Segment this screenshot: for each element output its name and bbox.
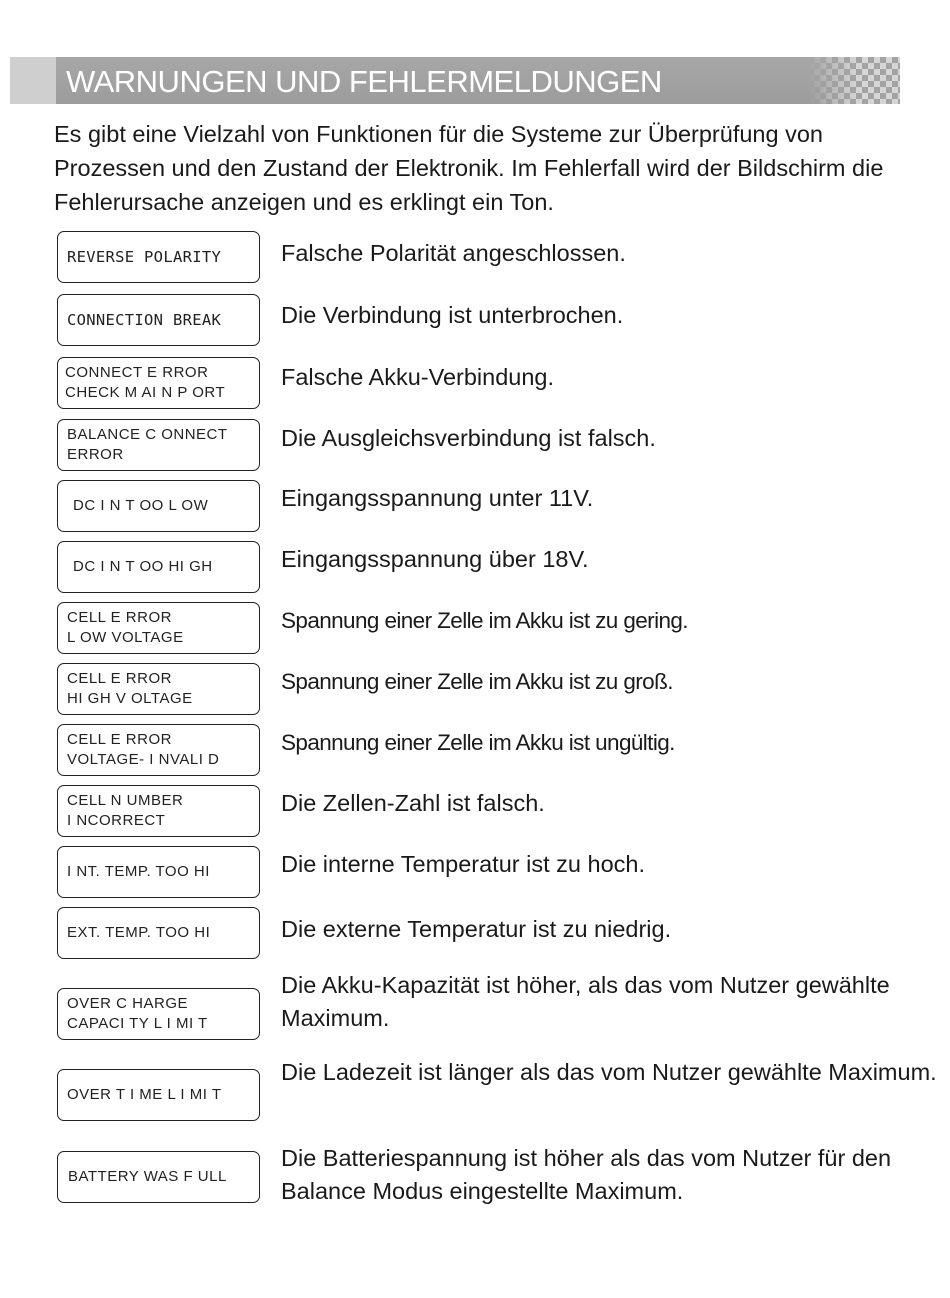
lcd-display (57, 663, 260, 715)
message-description: Die interne Temperatur ist zu hoch. (281, 851, 645, 877)
header-checker-pattern (808, 57, 900, 104)
lcd-display (57, 907, 260, 959)
section-title: WARNUNGEN UND FEHLERMELDUNGEN (66, 64, 662, 99)
message-description: Die Ladezeit ist länger als das vom Nutzer gewählte Maximum. (281, 1059, 937, 1085)
lcd-line: CONNECT E RROR (65, 364, 209, 381)
message-description: Die Zellen-Zahl ist falsch. (281, 790, 545, 816)
message-description: Spannung einer Zelle im Akku ist zu gering. (281, 608, 688, 633)
lcd-display (57, 602, 260, 654)
message-description: Die externe Temperatur ist zu niedrig. (281, 916, 672, 942)
lcd-line: OVER T I ME L I MI T (67, 1086, 222, 1103)
message-description: Die Ausgleichsverbindung ist falsch. (281, 425, 656, 451)
lcd-line: CELL N UMBER (67, 792, 184, 809)
lcd-line: I NT. TEMP. TOO HI (67, 863, 210, 880)
lcd-display (57, 846, 260, 898)
message-description: Eingangsspannung über 18V. (281, 546, 589, 572)
intro-paragraph: Es gibt eine Vielzahl von Funktionen für die Systeme zur Überprüfung von Prozessen und den Zustand der Elektronik. Im Fehlerfall wird der Bildschirm die Fehlerursache anzeigen und es erklingt ein Ton. (54, 121, 884, 215)
lcd-line: HI GH V OLTAGE (67, 690, 193, 707)
lcd-display (57, 724, 260, 776)
lcd-line: CONNECTION BREAK (67, 311, 222, 329)
lcd-display (57, 294, 260, 346)
lcd-line: EXT. TEMP. TOO HI (67, 924, 211, 941)
lcd-display (57, 988, 260, 1040)
lcd-display (57, 480, 260, 532)
header-accent-tab (10, 57, 56, 104)
lcd-line: BATTERY WAS F ULL (68, 1168, 227, 1185)
lcd-line: CHECK M AI N P ORT (65, 384, 226, 401)
lcd-line: DC I N T OO HI GH (73, 558, 213, 575)
lcd-display (57, 1151, 260, 1203)
message-description: Die Batteriespannung ist höher als das vom Nutzer für den Balance Modus eingestellte Maximum. (281, 1145, 892, 1204)
lcd-line: BALANCE C ONNECT (67, 426, 228, 443)
lcd-line: I NCORRECT (67, 812, 166, 829)
message-description: Die Verbindung ist unterbrochen. (281, 302, 624, 328)
lcd-line: OVER C HARGE (67, 995, 189, 1012)
lcd-display (57, 541, 260, 593)
lcd-display (57, 419, 260, 471)
lcd-line: CAPACI TY L I MI T (67, 1015, 208, 1032)
lcd-line: REVERSE POLARITY (67, 248, 222, 266)
lcd-line: ERROR (67, 446, 124, 463)
lcd-line: CELL E RROR (67, 731, 172, 748)
lcd-display (57, 357, 260, 409)
lcd-display (57, 231, 260, 283)
lcd-line: VOLTAGE- I NVALI D (67, 751, 220, 768)
lcd-line: DC I N T OO L OW (73, 497, 209, 514)
lcd-display (57, 785, 260, 837)
lcd-line: L OW VOLTAGE (67, 629, 184, 646)
lcd-line: CELL E RROR (67, 609, 172, 626)
message-description: Falsche Akku-Verbindung. (281, 364, 555, 390)
message-description: Falsche Polarität angeschlossen. (281, 240, 626, 266)
message-description: Spannung einer Zelle im Akku ist zu groß. (281, 669, 673, 694)
message-description: Eingangsspannung unter 11V. (281, 485, 594, 511)
lcd-display (57, 1069, 260, 1121)
message-description: Die Akku-Kapazität ist höher, als das vom Nutzer gewählte Maximum. (281, 972, 890, 1031)
message-description: Spannung einer Zelle im Akku ist ungültig. (281, 730, 675, 755)
lcd-line: CELL E RROR (67, 670, 172, 687)
